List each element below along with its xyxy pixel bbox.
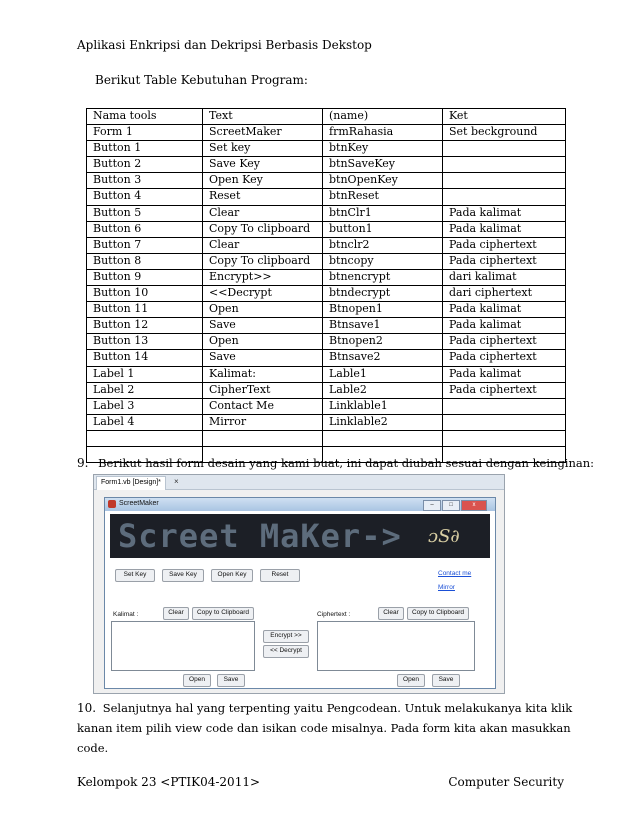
table-cell: Button 14 [87,350,203,366]
table-row [87,221,566,237]
table-cell: btnKey [323,141,443,157]
table-cell: Save Key [203,157,323,173]
table-cell: Btnsave1 [323,318,443,334]
table-row [87,398,566,414]
step-9 [77,456,594,470]
table-cell: Button 1 [87,141,203,157]
table-cell: btnclr2 [323,237,443,253]
open-key-button[interactable]: Open Key [211,569,253,582]
table-cell: dari kalimat [443,269,566,285]
requirements-table [86,108,566,463]
table-cell [443,430,566,446]
close-button[interactable]: x [461,500,487,511]
table-cell: btndecrypt [323,286,443,302]
table-row [87,109,566,125]
page-header: Aplikasi Enkripsi dan Dekripsi Berbasis Dekstop [77,38,372,52]
table-cell [443,157,566,173]
ciphertext-label: Ciphertext : [317,611,351,618]
table-cell: Pada kalimat [443,205,566,221]
table-cell: btnSaveKey [323,157,443,173]
table-cell [443,189,566,205]
table-cell: Button 3 [87,173,203,189]
table-cell: Button 9 [87,269,203,285]
reset-button[interactable]: Reset [260,569,300,582]
table-cell: Lable1 [323,366,443,382]
table-row [87,173,566,189]
table-cell: Lable2 [323,382,443,398]
table-cell: button1 [323,221,443,237]
table-cell: Button 6 [87,221,203,237]
table-cell: Btnsave2 [323,350,443,366]
table-cell: Pada ciphertext [443,350,566,366]
table-cell: CipherText [203,382,323,398]
table-row [87,430,566,446]
table-intro: Berikut Table Kebutuhan Program: [95,73,308,87]
open-kalimat-button[interactable]: Open [183,674,211,687]
table-cell: Pada ciphertext [443,382,566,398]
table-cell: Pada ciphertext [443,334,566,350]
table-row [87,302,566,318]
save-cipher-button[interactable]: Save [432,674,460,687]
table-cell: btncopy [323,253,443,269]
table-cell: Linklable1 [323,398,443,414]
table-cell: Save [203,350,323,366]
table-cell: Clear [203,237,323,253]
table-cell: Button 4 [87,189,203,205]
table-row [87,334,566,350]
table-cell: Btnopen1 [323,302,443,318]
table-cell: frmRahasia [323,125,443,141]
table-row [87,286,566,302]
table-row [87,205,566,221]
save-key-button[interactable]: Save Key [162,569,204,582]
table-cell: Pada kalimat [443,366,566,382]
footer-group: Kelompok 23 <PTIK04-2011> [77,775,261,789]
app-icon [108,500,116,508]
table-row [87,157,566,173]
step-9-text: Berikut hasil form desain yang kami buat, ini dapat diubah sesuai dengan keinginan: [98,456,595,470]
table-cell: btnOpenKey [323,173,443,189]
table-cell: Nama tools [87,109,203,125]
table-row [87,414,566,430]
table-row [87,350,566,366]
table-cell: Label 2 [87,382,203,398]
form-design-screenshot [93,474,505,694]
banner-image [110,514,490,558]
table-row [87,237,566,253]
step-9-number: 9. [77,456,89,470]
ciphertext-textbox[interactable] [317,621,475,671]
form-titlebar [105,498,495,511]
table-cell: Encrypt>> [203,269,323,285]
table-cell: Reset [203,189,323,205]
table-cell: Button 2 [87,157,203,173]
table-cell: dari ciphertext [443,286,566,302]
table-cell [443,414,566,430]
table-cell: Kalimat: [203,366,323,382]
table-cell: btnClr1 [323,205,443,221]
table-cell: Button 11 [87,302,203,318]
banner-text: Screet MaKer-> [118,517,402,555]
table-row [87,125,566,141]
table-cell: Copy To clipboard [203,253,323,269]
table-cell: Open [203,334,323,350]
kalimat-textbox[interactable] [111,621,255,671]
table-row [87,253,566,269]
table-cell: Pada kalimat [443,221,566,237]
step-10 [77,698,577,758]
form-window [104,497,496,689]
table-row [87,366,566,382]
table-cell: Clear [203,205,323,221]
decrypt-button[interactable]: << Decrypt [263,645,309,658]
kalimat-label: Kalimat : [113,611,139,618]
table-cell: Text [203,109,323,125]
contact-me-link[interactable]: Contact me [438,570,472,577]
footer-course: Computer Security [448,775,564,789]
clear-kalimat-button[interactable]: Clear [163,607,189,620]
open-cipher-button[interactable]: Open [397,674,425,687]
encrypt-button[interactable]: Encrypt >> [263,630,309,643]
designer-tab[interactable]: Form1.vb [Design]* [96,476,166,490]
copy-kalimat-button[interactable]: Copy to Clipboard [192,607,254,620]
table-cell: <<Decrypt [203,286,323,302]
table-cell: Button 10 [87,286,203,302]
table-cell: Set beckground [443,125,566,141]
step-10-number: 10. [77,701,97,715]
save-kalimat-button[interactable]: Save [217,674,245,687]
table-cell: Linklable2 [323,414,443,430]
table-row [87,269,566,285]
table-cell: Label 1 [87,366,203,382]
table-cell: Btnopen2 [323,334,443,350]
table-row [87,318,566,334]
table-cell: Mirror [203,414,323,430]
table-cell: Open Key [203,173,323,189]
table-cell: Form 1 [87,125,203,141]
table-cell: Label 3 [87,398,203,414]
tab-close-icon[interactable]: × [174,477,179,486]
table-cell: Pada ciphertext [443,253,566,269]
mirror-link[interactable]: Mirror [438,584,455,591]
table-cell: Button 8 [87,253,203,269]
table-cell: Ket [443,109,566,125]
table-cell [443,398,566,414]
table-cell [87,430,203,446]
maximize-button[interactable]: □ [442,500,460,511]
table-row [87,189,566,205]
table-cell: Set key [203,141,323,157]
table-row [87,382,566,398]
table-cell: btnencrypt [323,269,443,285]
table-cell: Pada ciphertext [443,237,566,253]
minimize-button[interactable]: – [423,500,441,511]
table-cell: (name) [323,109,443,125]
table-cell: Contact Me [203,398,323,414]
table-cell [203,430,323,446]
table-cell: Button 7 [87,237,203,253]
table-row [87,141,566,157]
table-cell: Pada kalimat [443,302,566,318]
form-title: ScreetMaker [119,500,159,507]
designer-tabbar [94,475,504,490]
table-cell: Save [203,318,323,334]
table-cell: Label 4 [87,414,203,430]
table-cell: Open [203,302,323,318]
table-cell: Button 5 [87,205,203,221]
table-cell: btnReset [323,189,443,205]
clear-cipher-button[interactable]: Clear [378,607,404,620]
banner-signature: ɔS∂ [428,526,460,547]
table-cell: Button 13 [87,334,203,350]
table-cell [443,141,566,157]
step-10-text: Selanjutnya hal yang terpenting yaitu Pengcodean. Untuk melakukanya kita klik kanan item pilih view code dan isikan code misalnya. Pada form kita akan masukkan code. [77,701,573,755]
table-cell [323,430,443,446]
table-cell: ScreetMaker [203,125,323,141]
copy-cipher-button[interactable]: Copy to Clipboard [407,607,469,620]
table-cell [443,173,566,189]
table-cell: Button 12 [87,318,203,334]
table-cell: Copy To clipboard [203,221,323,237]
set-key-button[interactable]: Set Key [115,569,155,582]
table-cell: Pada kalimat [443,318,566,334]
